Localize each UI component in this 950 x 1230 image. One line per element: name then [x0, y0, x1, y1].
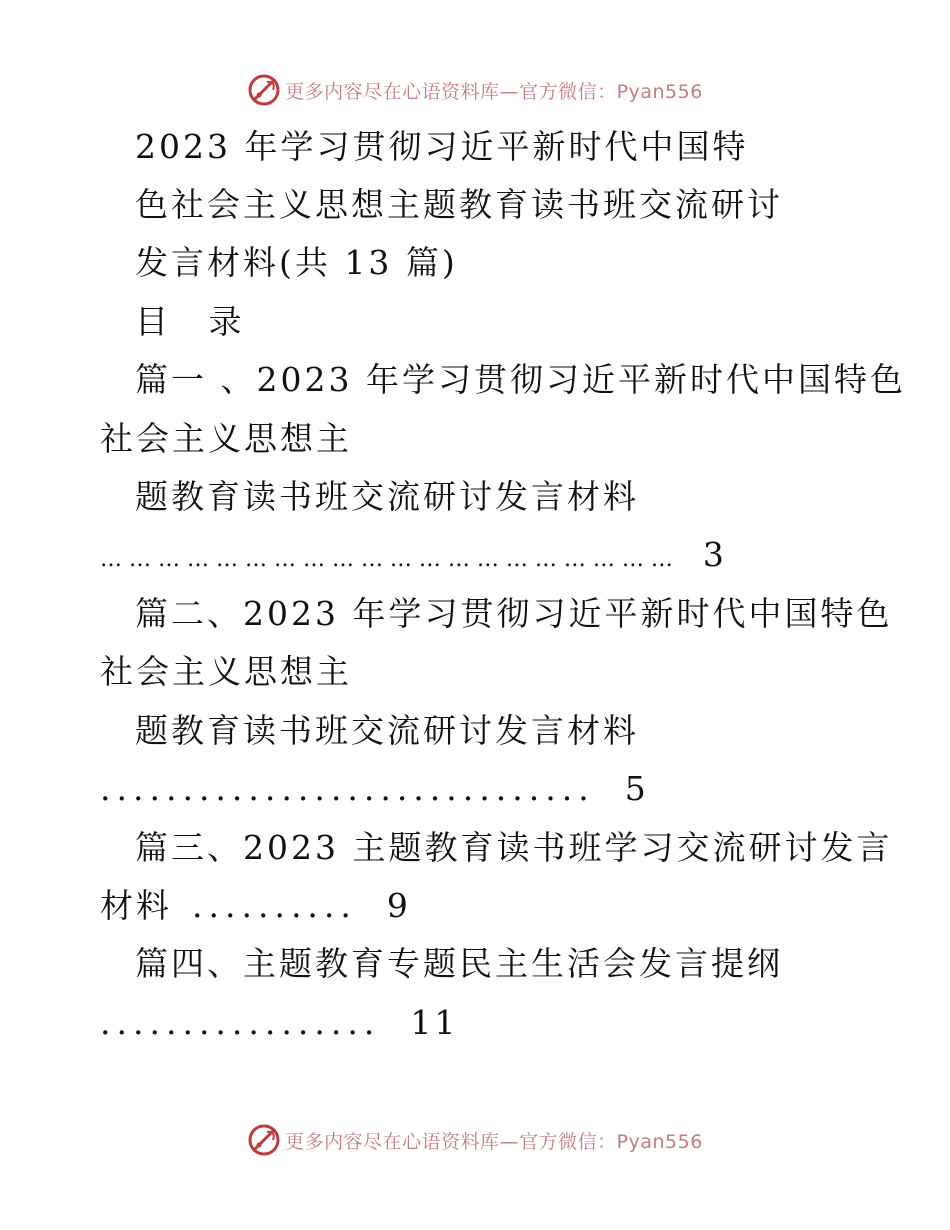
toc-entry-3-leader: .......... — [192, 886, 357, 925]
toc-entry-2-leader: .............................. — [100, 769, 595, 808]
toc-entry-3-line-2[interactable]: 材料 — [100, 886, 172, 925]
toc-heading: 目 录 — [135, 302, 245, 341]
toc-entry-4-page[interactable]: 11 — [410, 1003, 459, 1042]
title-line-1: 2023 年学习贯彻习近平新时代中国特 — [135, 127, 749, 166]
title-line-3: 发言材料(共 13 篇) — [135, 243, 458, 282]
footer-watermark — [0, 1120, 950, 1160]
watermark-text: 更多内容尽在心语资料库—官方微信：Pyan556 — [285, 1130, 703, 1153]
quill-pen-logo-icon — [247, 73, 281, 107]
toc-entry-4-line-1[interactable]: 篇四、主题教育专题民主生活会发言提纲 — [135, 944, 783, 983]
toc-entry-2-line-2[interactable]: 社会主义思想主 — [100, 652, 352, 691]
toc-entry-2-leader-row — [0, 769, 950, 809]
toc-entry-1-line-2[interactable]: 社会主义思想主 — [100, 419, 352, 458]
title-line-2: 色社会主义思想主题教育读书班交流研讨 — [135, 185, 783, 224]
quill-pen-logo-icon — [247, 1123, 281, 1157]
toc-entry-1-line-3[interactable]: 题教育读书班交流研讨发言材料 — [135, 477, 639, 516]
toc-entry-3-line-1[interactable]: 篇三、2023 主题教育读书班学习交流研讨发言 — [135, 828, 893, 867]
toc-entry-2-line-1[interactable]: 篇二、2023 年学习贯彻习近平新时代中国特色 — [135, 594, 893, 633]
toc-entry-1-line-1[interactable]: 篇一 、2023 年学习贯彻习近平新时代中国特色 — [135, 360, 906, 399]
toc-entry-1-page[interactable]: 3 — [702, 535, 727, 574]
toc-entry-1-leader: … … … … … … … … … … … … … … … … … … … … — [100, 547, 673, 572]
toc-entry-3-leader-row — [0, 886, 950, 926]
toc-entry-4-leader: ................. — [100, 1003, 381, 1042]
toc-entry-2-page[interactable]: 5 — [624, 769, 649, 808]
header-watermark — [0, 70, 950, 110]
toc-entry-2-line-3[interactable]: 题教育读书班交流研讨发言材料 — [135, 711, 639, 750]
toc-entry-3-page[interactable]: 9 — [386, 886, 411, 925]
toc-entry-4-leader-row — [0, 1003, 950, 1043]
toc-entry-1-leader-row — [0, 535, 950, 580]
watermark-text: 更多内容尽在心语资料库—官方微信：Pyan556 — [285, 80, 703, 103]
